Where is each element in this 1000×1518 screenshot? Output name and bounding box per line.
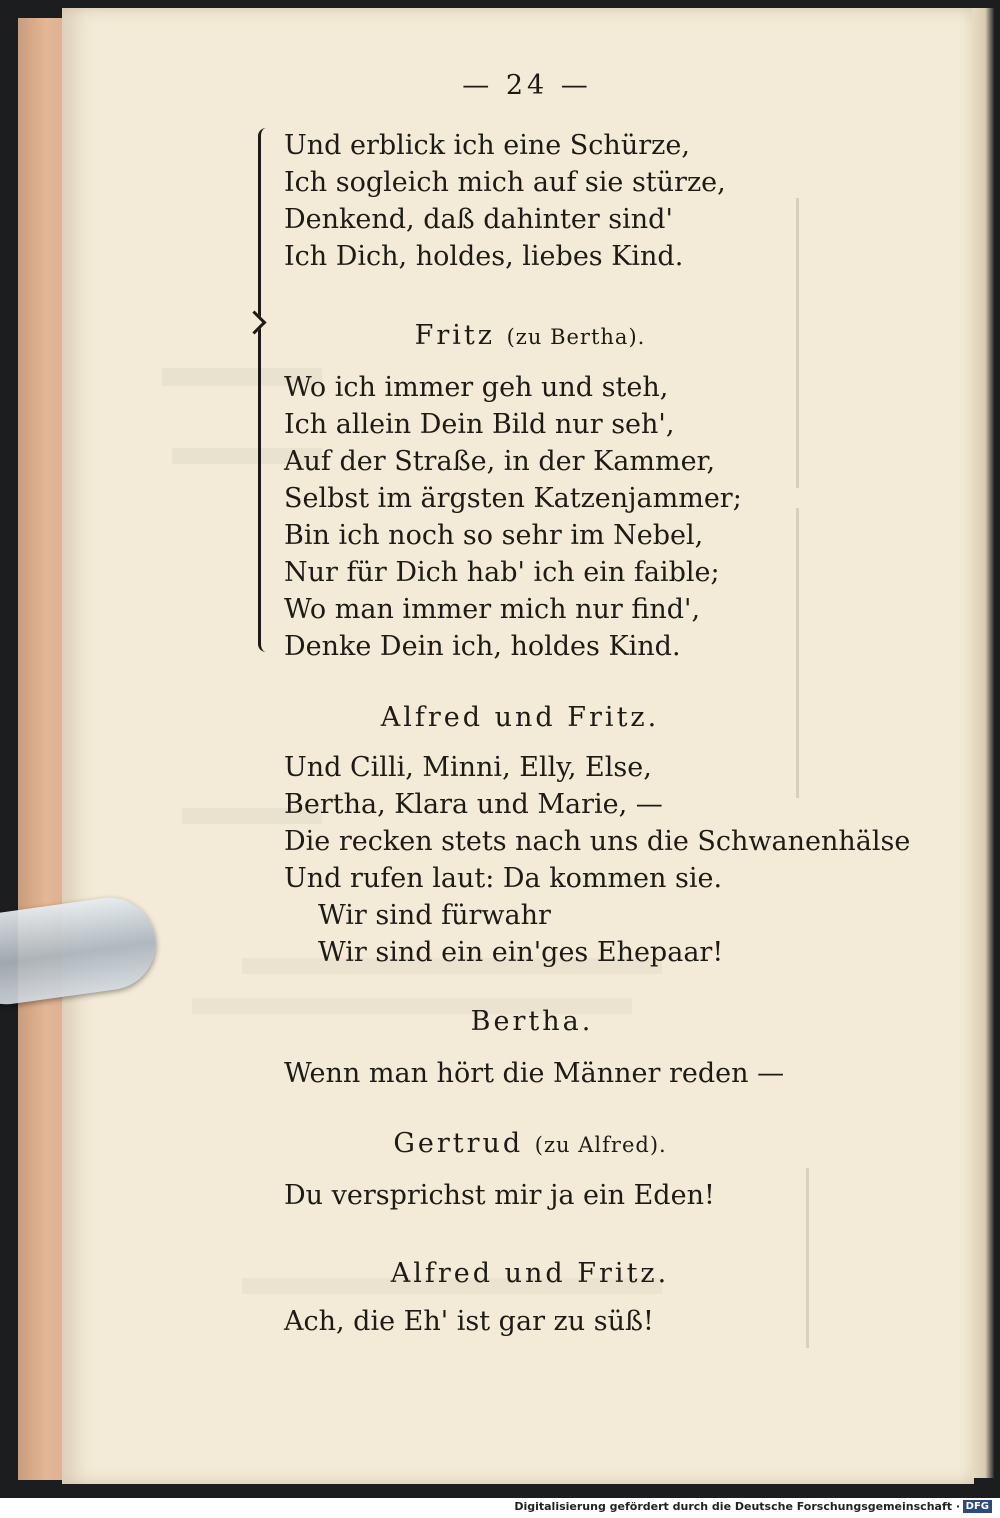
speaker-heading: Bertha. — [470, 1006, 594, 1037]
verse-line: Die recken stets nach uns die Schwanenhälse — [284, 826, 911, 857]
speaker-heading: Alfred und Fritz. — [380, 702, 660, 733]
speaker-heading — [30, 1128, 1000, 1159]
page-number: — 24 — — [462, 70, 592, 101]
verse-line: Denke Dein ich, holdes Kind. — [284, 631, 681, 662]
verse-line: Und Cilli, Minni, Elly, Else, — [284, 752, 652, 783]
speaker-note: (zu Bertha). — [506, 325, 646, 349]
stanza-brace — [258, 128, 269, 652]
verse-line: Auf der Straße, in der Kammer, — [284, 446, 716, 477]
verse-line: Bin ich noch so sehr im Nebel, — [284, 520, 704, 551]
speaker-note: (zu Alfred). — [534, 1133, 667, 1157]
verse-line: Wir sind fürwahr — [318, 900, 551, 931]
verse-line: Und rufen laut: Da kommen sie. — [284, 863, 723, 894]
funding-notice: Digitalisierung gefördert durch die Deutsche Forschungsgemeinschaft · — [514, 1500, 960, 1513]
verse-line: Ich allein Dein Bild nur seh', — [284, 409, 675, 440]
speaker-name: Fritz — [414, 320, 496, 351]
verse-line: Selbst im ärgsten Katzenjammer; — [284, 483, 742, 514]
verse-line: Bertha, Klara und Marie, — — [284, 789, 663, 820]
dfg-logo: DFG — [963, 1500, 992, 1513]
verse-line: Ich Dich, holdes, liebes Kind. — [284, 241, 684, 272]
verse-line: Und erblick ich eine Schürze, — [284, 130, 690, 161]
verse-line: Nur für Dich hab' ich ein faible; — [284, 557, 720, 588]
verse-line: Du versprichst mir ja ein Eden! — [284, 1180, 715, 1211]
speaker-heading — [30, 320, 1000, 351]
speaker-name: Gertrud — [393, 1128, 524, 1159]
verse-line: Wir sind ein ein'ges Ehepaar! — [318, 937, 724, 968]
verse-line: Ach, die Eh' ist gar zu süß! — [284, 1306, 654, 1337]
verse-line: Denkend, daß dahinter sind' — [284, 204, 673, 235]
verse-line: Wo ich immer geh und steh, — [284, 372, 669, 403]
speaker-heading: Alfred und Fritz. — [390, 1258, 670, 1289]
verse-line: Wenn man hört die Männer reden — — [284, 1058, 785, 1089]
verse-line: Ich sogleich mich auf sie stürze, — [284, 167, 726, 198]
verse-line: Wo man immer mich nur find', — [284, 594, 701, 625]
